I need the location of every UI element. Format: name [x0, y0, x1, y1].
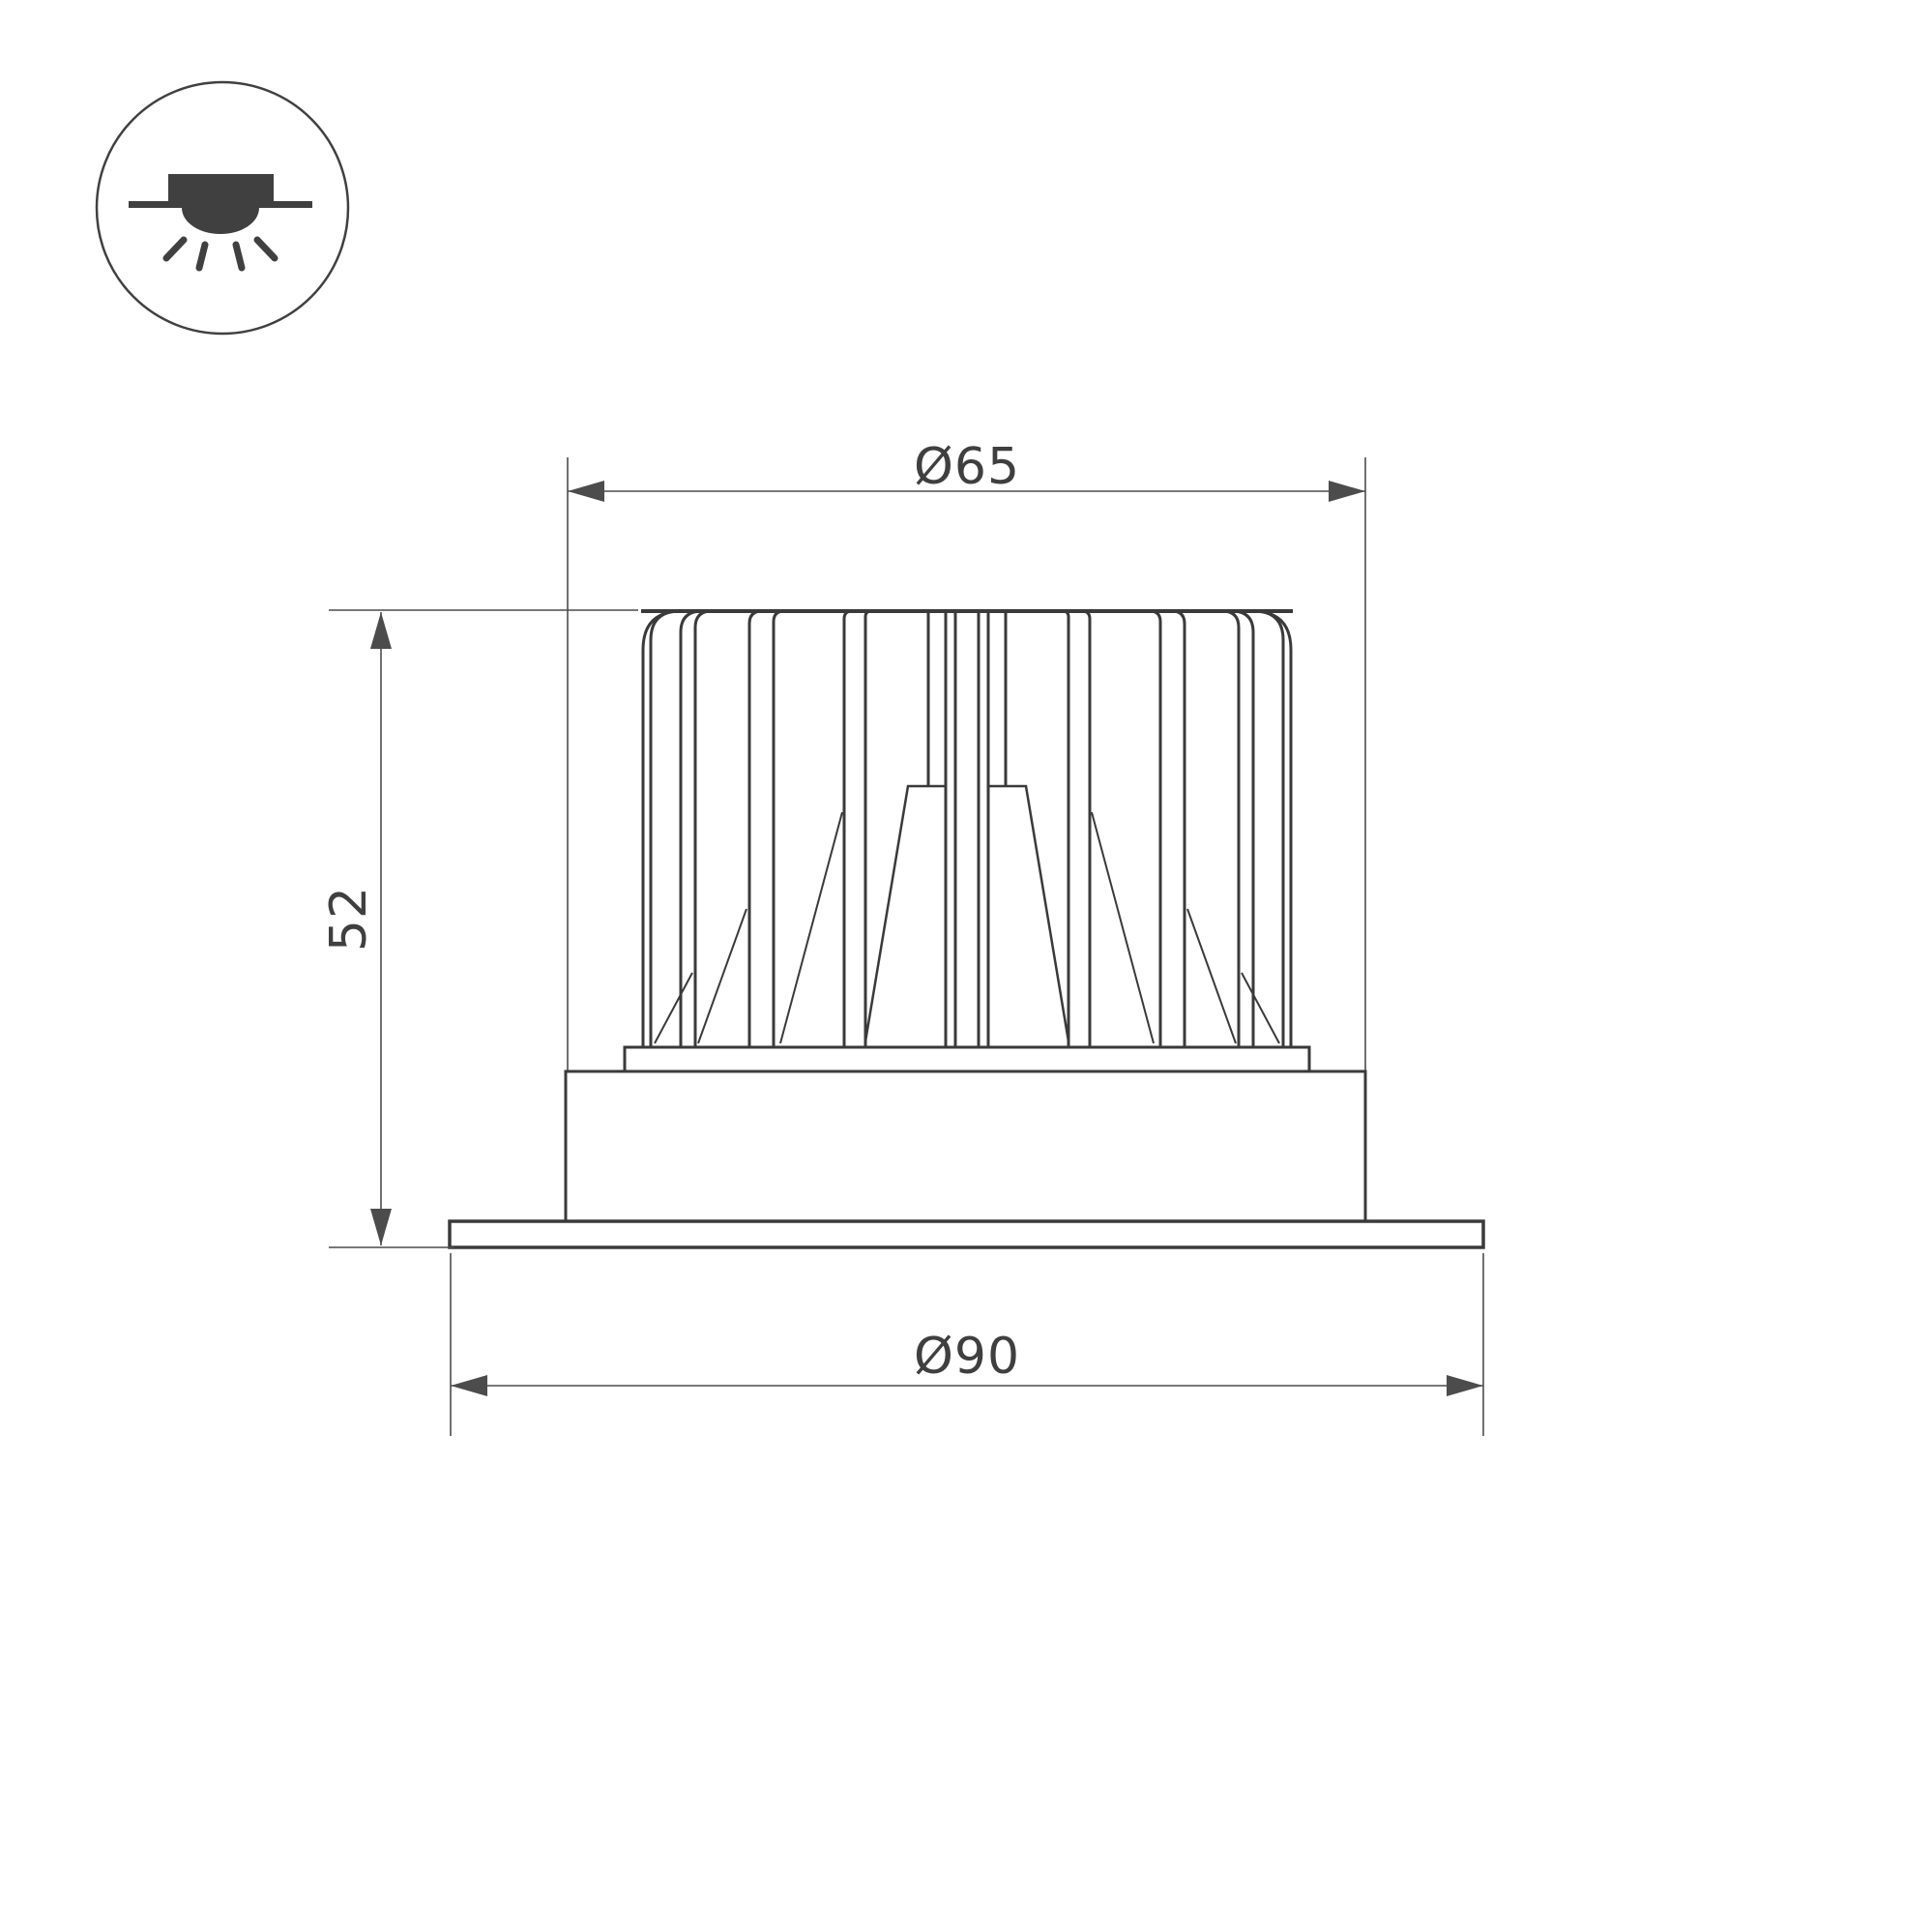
dim-label-height: 52 — [320, 885, 378, 952]
dim-label-top-diameter: Ø65 — [913, 438, 1021, 496]
arrow-right-icon — [1447, 1375, 1483, 1396]
dim-label-flange-diameter: Ø90 — [913, 1328, 1021, 1386]
arrow-left-icon — [451, 1375, 487, 1396]
arrow-left-icon — [568, 481, 604, 502]
heatsink-base-plate — [625, 1047, 1309, 1071]
arrow-up-icon — [370, 612, 392, 649]
icon-recessed-body — [168, 174, 274, 204]
dimension-lines — [329, 457, 1483, 1436]
heatsink-fins-left — [643, 611, 955, 1047]
recessed-ceiling-downlight-icon — [97, 82, 348, 334]
arrow-down-icon — [370, 1209, 392, 1245]
icon-ceiling-line — [129, 201, 312, 208]
arrow-right-icon — [1329, 481, 1365, 502]
fixture-drawing — [450, 611, 1483, 1247]
reflector-cone-outline — [865, 786, 1068, 1041]
mounting-flange — [450, 1221, 1483, 1247]
fixture-housing — [566, 1071, 1365, 1221]
heatsink-fins-right — [979, 611, 1291, 1047]
